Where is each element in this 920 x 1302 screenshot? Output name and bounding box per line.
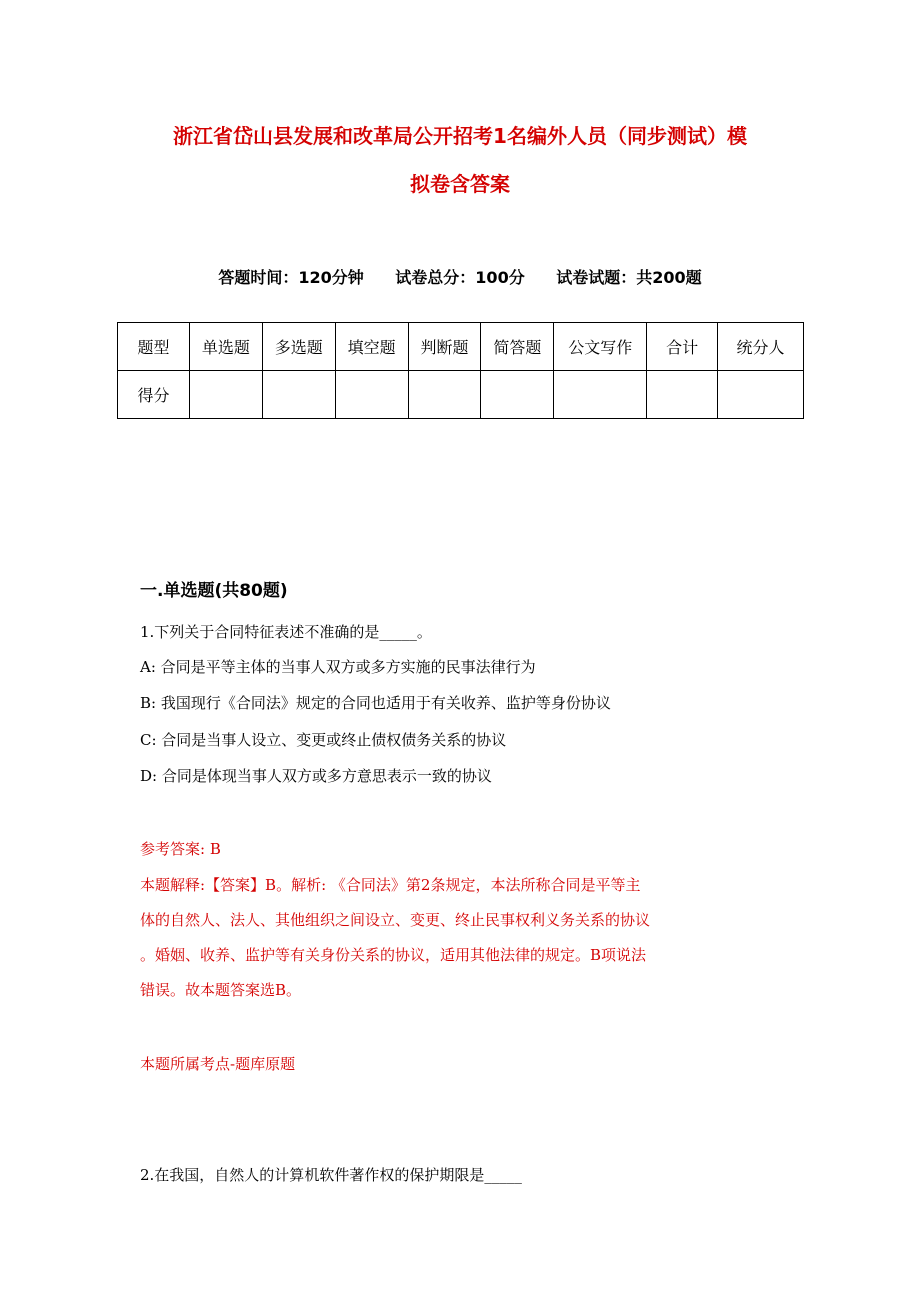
score-table-header-row [118,323,804,371]
question-stem: 1.下列关于合同特征表述不准确的是_____。 [140,623,432,641]
reference-answer: 参考答案: B [140,840,221,858]
explanation-line: 错误。故本题答案选B。 [140,981,302,999]
score-table-header: 多选题 [262,323,335,371]
score-table-header: 判断题 [408,323,481,371]
answer-option-a: A: 合同是平等主体的当事人双方或多方实施的民事法律行为 [140,658,536,676]
score-table-header: 简答题 [481,323,554,371]
exam-question-count: 试卷试题：共200题 [556,268,702,287]
score-cell [262,371,335,419]
score-table-header: 公文写作 [554,323,647,371]
score-table [117,322,804,419]
score-cell [189,371,262,419]
score-cell [335,371,408,419]
exam-time: 答题时间：120分钟 [218,268,364,287]
exam-meta [0,266,920,290]
score-table-header: 填空题 [335,323,408,371]
section-heading: 一.单选题(共80题) [140,581,288,601]
score-table-header: 题型 [118,323,190,371]
explanation-line: 。婚姻、收养、监护等有关身份关系的协议，适用其他法律的规定。B项说法 [140,946,647,964]
score-cell [481,371,554,419]
score-table-header: 统分人 [718,323,804,371]
score-table-score-row [118,371,804,419]
score-table-header: 单选题 [189,323,262,371]
score-cell [718,371,804,419]
score-table-header: 合计 [647,323,718,371]
explanation-line: 本题解释:【答案】B。解析: 《合同法》第2条规定，本法所称合同是平等主 [140,876,641,894]
document-title-line-1: 浙江省岱山县发展和改革局公开招考1名编外人员（同步测试）模 [173,124,747,148]
answer-option-b: B: 我国现行《合同法》规定的合同也适用于有关收养、监护等身份协议 [140,694,611,712]
question-stem: 2.在我国，自然人的计算机软件著作权的保护期限是_____ [140,1166,522,1184]
question-source: 本题所属考点-题库原题 [140,1055,296,1073]
explanation-line: 体的自然人、法人、其他组织之间设立、变更、终止民事权利义务关系的协议 [140,911,651,929]
score-cell [408,371,481,419]
exam-total-score: 试卷总分：100分 [395,268,525,287]
score-cell [647,371,718,419]
score-row-label: 得分 [118,371,190,419]
answer-option-c: C: 合同是当事人设立、变更或终止债权债务关系的协议 [140,731,507,749]
answer-option-d: D: 合同是体现当事人双方或多方意思表示一致的协议 [140,767,492,785]
score-cell [554,371,647,419]
document-title-line-2: 拟卷含答案 [410,172,510,196]
